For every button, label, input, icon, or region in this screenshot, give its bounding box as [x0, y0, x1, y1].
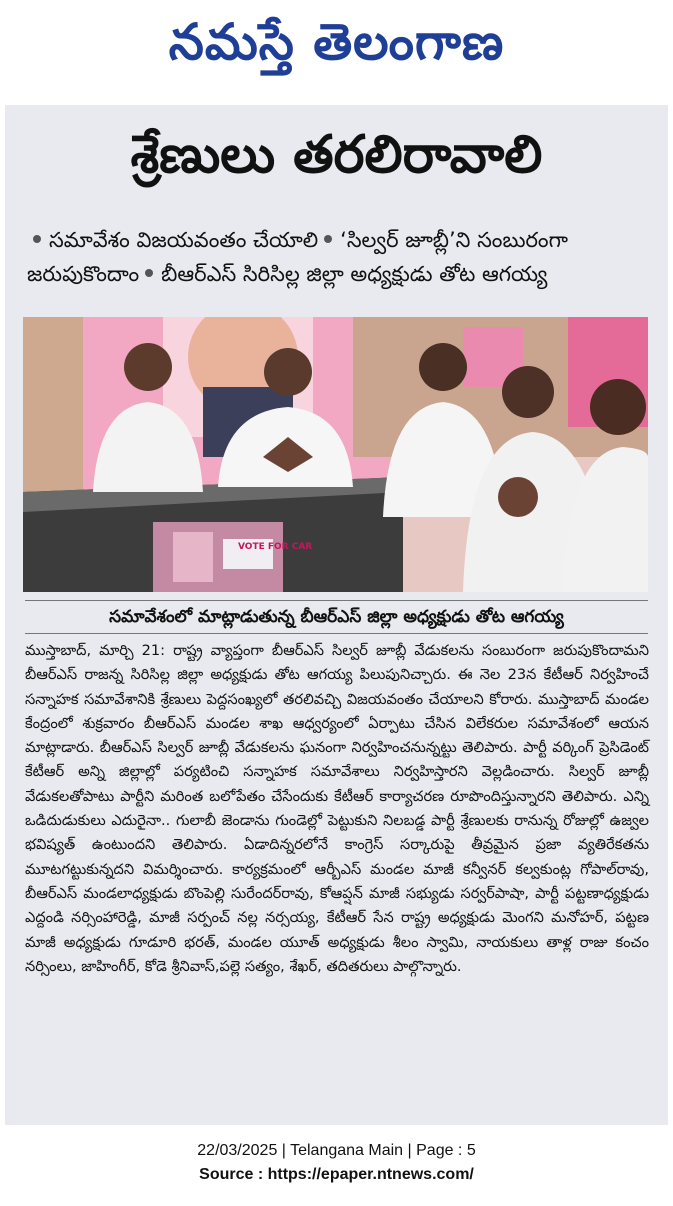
article-headline: శ్రేణులు తరలిరావాలి [130, 125, 543, 185]
bullet-icon [324, 235, 332, 243]
article-subhead [27, 223, 652, 291]
article-body-text: ముస్తాబాద్, మార్చి 21: రాష్ట్ర వ్యాప్తంగా బీఆర్ఎస్ సిల్వర్ జూబ్లీ వేడుకలను సంబురంగా జరుపుకొందామని బీఆర్ఎస్ రాజన్న సిరిసిల్ల జిల్లా అధ్యక్షుడు తోట ఆగయ్య పిలుపునిచ్చారు. ఈ నెల 23న కేటీఆర్ నిర్వహించే సన్నాహక సమావేశానికి శ్రేణులు పెద్దసంఖ్యలో తరలివచ్చి విజయవంతం చేయాలని కోరారు. ముస్తాబాద్ మండల కేంద్రంలో శుక్రవారం బీఆర్ఎస్ మండల శాఖ ఆధ్వర్యంలో ఏర్పాటు చేసిన విలేకరుల సమావేశంలో ఆయన మాట్లాడారు. బీఆర్ఎస్ సిల్వర్ జూబ్లీ వేడుకలను ఘనంగా నిర్వహించనున్నట్టు తెలిపారు. పార్టీ వర్కింగ్ ప్రెసిడెంట్ కేటీఆర్ అన్ని జిల్లాల్లో పర్యటించి సన్నాహక సమావేశాలు నిర్వహిస్తారని వెల్లడించారు. సిల్వర్ జూబ్లీ వేడుకలతోపాటు పార్టీని మరింత బలోపేతం చేసేందుకు కేటీఆర్ కార్యాచరణ రూపొందిస్తున్నారని తెలిపారు. ఎన్ని ఒడిదుడుకులు ఎదురైనా.. గులాబీ జెండాను గుండెల్లో పెట్టుకుని నిలబడ్డ పార్టీ శ్రేణులకు రానున్న రోజుల్లో ఉజ్వల భవిష్యత్ ఉంటుందని తెలిపారు. ఏడాదిన్నరలోనే కాంగ్రెస్ సర్కారుపై తీవ్రమైన ప్రజా వ్యతిరేకతను మూటగట్టుకున్నదని విమర్శించారు. కార్యక్రమంలో ఆర్బీఎస్ మండల మాజీ కన్వీనర్ కల్వకుంట్ల గోపాల్‌రావు, బీఆర్ఎస్ మండలాధ్యక్షుడు బొంపెల్లి సురేందర్‌రావు, కోఆప్షన్ మాజీ సభ్యుడు సర్వర్‌పాషా, పార్టీ పట్టణాధ్యక్షుడు ఎద్దండి నర్సింహారెడ్డి, మాజీ సర్పంచ్ నల్ల నర్సయ్య, కేటీఆర్ సేన రాష్ట్ర అధ్యక్షుడు మెంగని మనోహర్, పట్టణ మాజీ అధ్యక్షుడు గూడూరి భరత్, మండల యూత్ అధ్యక్షుడు శీలం స్వామి, నాయకులు తాళ్ల రాజు కంచం నర్సింలు, జాహింగీర్, కోడె శ్రీనివాస్,పల్లె సత్యం, శేఖర్, తదితరులు పాల్గొన్నారు. [25, 642, 649, 975]
footer-info: 22/03/2025 | Telangana Main | Page : 5 [197, 1142, 476, 1159]
subhead-line-2 [27, 257, 652, 291]
subhead-point-2-cont: జరుపుకొందాం [27, 262, 140, 286]
photo-banner-label: VOTE FOR CAR [238, 542, 313, 552]
press-meet-photo [23, 317, 648, 592]
article-photo [23, 317, 648, 592]
subhead-point-3: బీఆర్ఎస్ సిరిసిల్ల జిల్లా అధ్యక్షుడు తోట ఆగయ్య [161, 262, 548, 286]
subhead-point-1: సమావేశం విజయవంతం చేయాలి [49, 228, 319, 252]
bullet-icon [145, 269, 153, 277]
article-clip [5, 105, 668, 1125]
masthead [0, 0, 673, 88]
subhead-line-1 [27, 223, 652, 257]
newspaper-logo: నమస్తే తెలంగాణ [168, 13, 505, 71]
bullet-icon [33, 235, 41, 243]
subhead-point-2: ‘సిల్వర్ జూబ్లీ’ని సంబురంగా [340, 228, 568, 252]
photo-caption: సమావేశంలో మాట్లాడుతున్న బీఆర్ఎస్ జిల్లా అధ్యక్షుడు తోట ఆగయ్య [25, 600, 648, 634]
footer-source: Source : https://epaper.ntnews.com/ [199, 1166, 474, 1183]
article-body [25, 639, 649, 979]
